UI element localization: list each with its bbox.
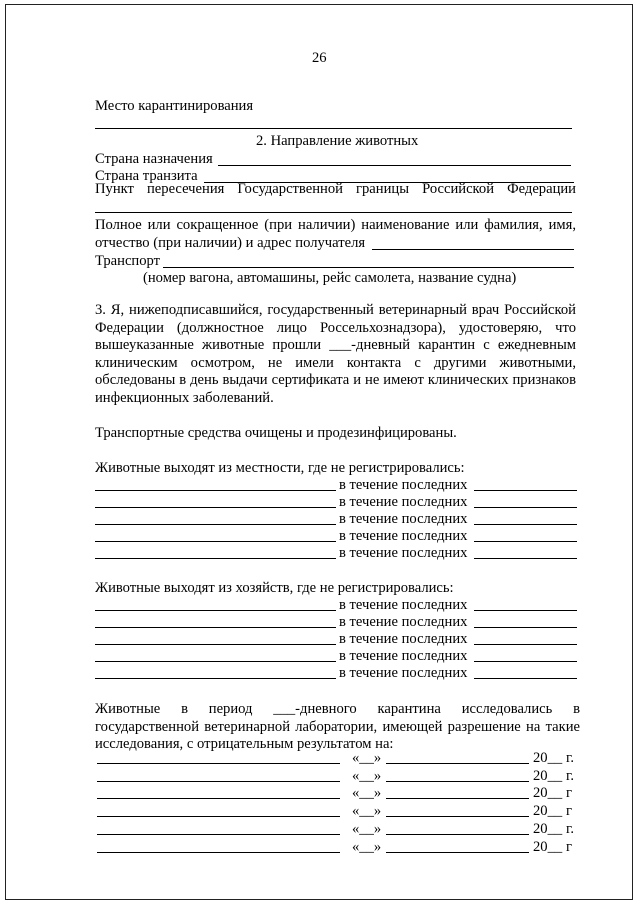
quarantine-place-label: Место карантинирования [95, 98, 254, 114]
date-year-suffix: г. [566, 820, 574, 837]
date-day: «__» [352, 803, 382, 820]
farm-period-label: в течение последних [339, 614, 468, 630]
date-year: 20__ [533, 820, 563, 837]
date-year-suffix: г [566, 838, 572, 855]
date-year: 20__ [533, 750, 563, 766]
page-number: 26 [312, 50, 327, 66]
locality-period-label: в течение последних [339, 545, 468, 561]
disinfection-statement: Транспортные средства очищены и продезинфицированы. [95, 425, 457, 441]
border-crossing-field[interactable] [95, 212, 572, 213]
recipient-label-line2: отчество (при наличии) и адрес получателя [95, 235, 366, 251]
farm-period-label: в течение последних [339, 665, 468, 681]
date-day: «__» [352, 838, 382, 855]
date-day: «__» [352, 767, 382, 784]
border-crossing-label: Пункт пересечения Государственной границы Российской Федерации [95, 181, 576, 197]
date-year-suffix: г. [566, 750, 574, 766]
recipient-field[interactable] [372, 249, 574, 250]
farm-period-label: в течение последних [339, 631, 468, 647]
locality-period-field[interactable] [474, 507, 577, 508]
locality-heading: Животные выходят из местности, где не регистрировались: [95, 460, 465, 476]
farm-period-field[interactable] [474, 627, 577, 628]
quarantine-place-line[interactable] [95, 128, 572, 129]
destination-country-field[interactable] [218, 165, 571, 166]
transport-field[interactable] [163, 267, 574, 268]
locality-period-field[interactable] [474, 524, 577, 525]
lab-test-field[interactable] [97, 763, 340, 764]
lab-paragraph: Животные в период ___-дневного карантина исследовались в государственной ветеринарной лаборатории, имеющей разрешение на такие исследования, с отрицательным результатом на: [95, 701, 580, 753]
farm-disease-field[interactable] [95, 678, 336, 679]
lab-test-field[interactable] [97, 798, 340, 799]
date-month-field[interactable] [386, 763, 529, 764]
farm-period-field[interactable] [474, 610, 577, 611]
date-year: 20__ [533, 767, 563, 784]
locality-period-label: в течение последних [339, 528, 468, 544]
date-year: 20__ [533, 838, 563, 855]
lab-test-field[interactable] [97, 816, 340, 817]
destination-country-label: Страна назначения [95, 151, 213, 167]
locality-period-field[interactable] [474, 490, 577, 491]
date-year-suffix: г. [566, 767, 574, 784]
date-year: 20__ [533, 785, 563, 802]
farm-period-label: в течение последних [339, 648, 468, 664]
farm-disease-field[interactable] [95, 661, 336, 662]
section3-paragraph: 3. Я, нижеподписавшийся, государственный ветеринарный врач Российской Федерации (должностное лицо Россельхознадзора), удостоверяю, что вышеуказанные животные прошли ___-дневный карантин с ежедневным клиническим осмотром, не имели контакта с другими животными, обследованы в день выдачи сертификата и не имеют клинических признаков инфекционных заболеваний. [95, 302, 576, 406]
farm-disease-field[interactable] [95, 627, 336, 628]
locality-period-field[interactable] [474, 558, 577, 559]
farm-period-field[interactable] [474, 661, 577, 662]
date-month-field[interactable] [386, 834, 529, 835]
farm-period-field[interactable] [474, 644, 577, 645]
date-month-field[interactable] [386, 852, 529, 853]
locality-period-label: в течение последних [339, 511, 468, 527]
locality-disease-field[interactable] [95, 524, 336, 525]
transport-label: Транспорт [95, 253, 161, 269]
date-year: 20__ [533, 803, 563, 820]
locality-disease-field[interactable] [95, 541, 336, 542]
date-day: «__» [352, 785, 382, 802]
locality-disease-field[interactable] [95, 490, 336, 491]
lab-test-field[interactable] [97, 834, 340, 835]
date-day: «__» [352, 820, 382, 837]
transport-hint: (номер вагона, автомашины, рейс самолета, название судна) [143, 270, 517, 286]
section2-title: 2. Направление животных [256, 133, 419, 149]
farm-disease-field[interactable] [95, 644, 336, 645]
locality-period-field[interactable] [474, 541, 577, 542]
farm-period-field[interactable] [474, 678, 577, 679]
date-month-field[interactable] [386, 798, 529, 799]
date-month-field[interactable] [386, 781, 529, 782]
date-day: «__» [352, 750, 382, 766]
lab-test-field[interactable] [97, 852, 340, 853]
locality-period-label: в течение последних [339, 477, 468, 493]
date-year-suffix: г [566, 803, 572, 820]
transit-country-label: Страна транзита [95, 168, 198, 184]
date-year-suffix: г [566, 785, 572, 802]
farm-period-label: в течение последних [339, 597, 468, 613]
farm-disease-field[interactable] [95, 610, 336, 611]
recipient-label: Полное или сокращенное (при наличии) наименование или фамилия, имя, [95, 217, 576, 233]
farm-heading: Животные выходят из хозяйств, где не регистрировались: [95, 580, 454, 596]
locality-disease-field[interactable] [95, 558, 336, 559]
date-month-field[interactable] [386, 816, 529, 817]
locality-period-label: в течение последних [339, 494, 468, 510]
locality-disease-field[interactable] [95, 507, 336, 508]
lab-test-field[interactable] [97, 781, 340, 782]
